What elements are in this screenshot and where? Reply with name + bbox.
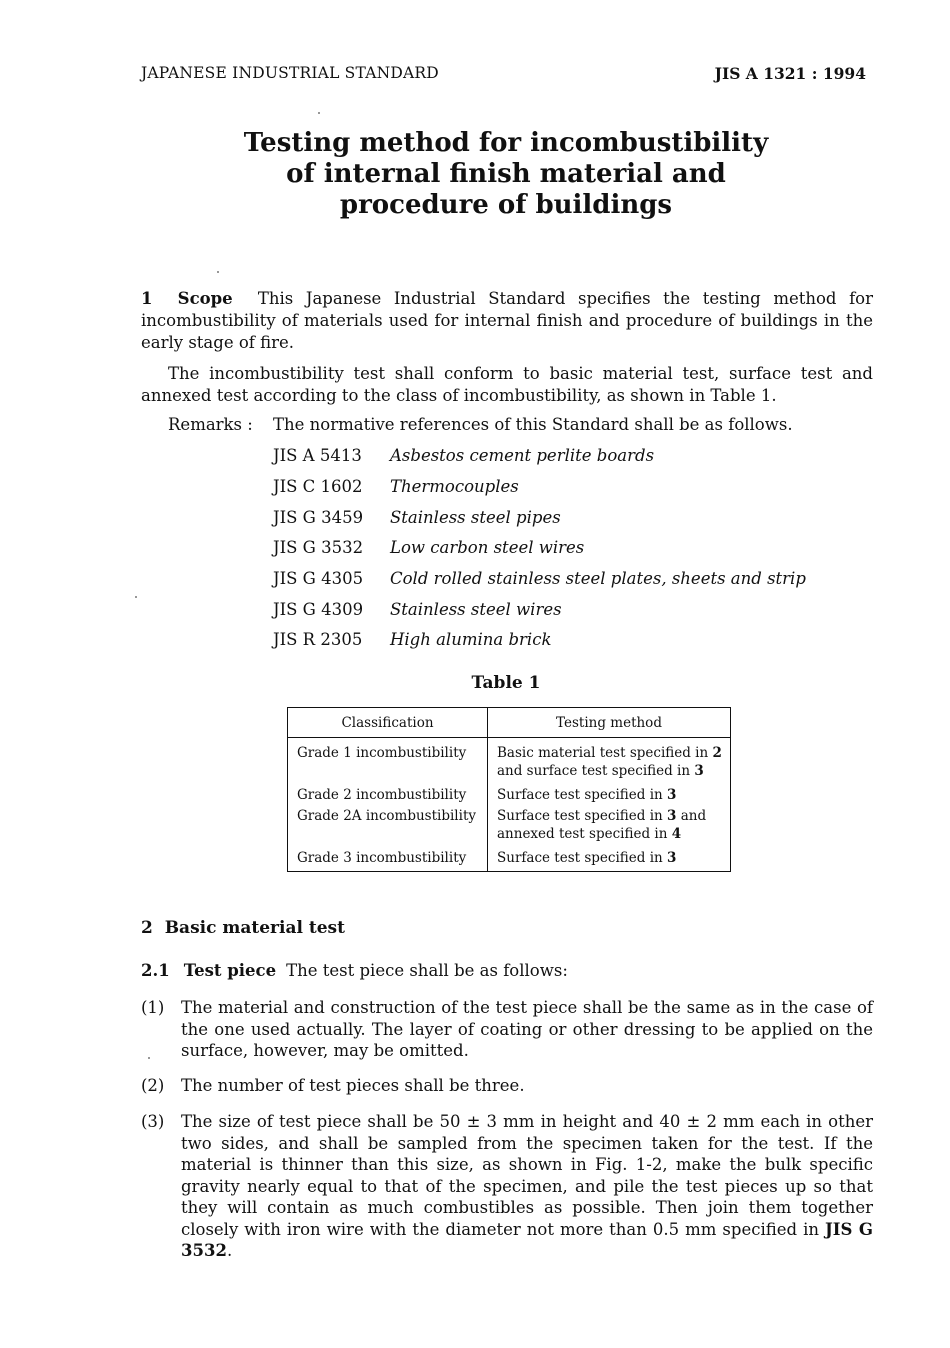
reference-title: Asbestos cement perlite boards xyxy=(390,446,655,465)
scan-speck xyxy=(318,112,320,114)
table-cell-method: Surface test specified in 3 and annexed test specified in 4 xyxy=(488,807,731,849)
reference-title: Low carbon steel wires xyxy=(390,538,585,557)
table-cell-method: Surface test specified in 3 xyxy=(488,786,731,807)
table-cell-classification: Grade 3 incombustibility xyxy=(288,849,488,872)
table-row xyxy=(288,807,731,849)
table-cell-classification: Grade 2A incombustibility xyxy=(288,807,488,849)
scope-heading: Scope xyxy=(177,289,233,308)
table-cell-method: Basic material test specified in 2 and surface test specified in 3 xyxy=(488,738,731,787)
table-cell-classification: Grade 2 incombustibility xyxy=(288,786,488,807)
header-standard-name: JAPANESE INDUSTRIAL STANDARD xyxy=(141,64,439,82)
list-marker: (3) xyxy=(141,1112,165,1131)
section-title: Basic material test xyxy=(164,918,345,938)
reference-code: JIS R 2305 xyxy=(273,630,363,649)
column-header-testing-method: Testing method xyxy=(488,708,731,738)
scan-speck xyxy=(148,1057,150,1059)
list-item-text: The material and construction of the test piece shall be the same as in the case of the one used actually. The layer of coating or other dressing to be applied on the surface, however, may be omitted. xyxy=(181,998,873,1060)
reference-title: High alumina brick xyxy=(390,630,552,649)
list-marker: (2) xyxy=(141,1076,165,1095)
subsection-text: The test piece shall be as follows: xyxy=(286,961,568,980)
title-line-2: of internal finish material and xyxy=(286,159,726,189)
table-row xyxy=(288,738,731,787)
section-heading xyxy=(141,918,345,938)
scope-text: This Japanese Industrial Standard specifies the testing method for incombustibility of materials used for internal finish and procedure of buildings in the early stage of fire. xyxy=(141,289,873,352)
remarks-label: Remarks : xyxy=(168,415,253,434)
document-title xyxy=(0,128,950,221)
title-line-3: procedure of buildings xyxy=(339,190,673,220)
reference-code: JIS G 3532 xyxy=(273,538,364,557)
table-cell-method: Surface test specified in 3 xyxy=(488,849,731,872)
reference-code: JIS G 3459 xyxy=(273,508,364,527)
table-row xyxy=(288,786,731,807)
list-item-text: The size of test piece shall be 50 ± 3 mm in height and 40 ± 2 mm each in other two sides, and shall be sampled from the specimen taken for the test. If the material is thinner than this size, as shown in Fig. 1-2, make the bulk specific gravity nearly equal to that of the specimen, and pile the test pieces up so that they will contain as much combustibles as possible. Then join them together closely with iron wire with the diameter not more than 0.5 mm specified in JIS G 3532. xyxy=(181,1112,873,1260)
subsection-number: 2.1 xyxy=(141,961,170,980)
reference-code: JIS A 5413 xyxy=(273,446,362,465)
scope-number: 1 xyxy=(141,289,153,308)
reference-title: Stainless steel pipes xyxy=(390,508,561,527)
table-cell-classification: Grade 1 incombustibility xyxy=(288,738,488,787)
table-row xyxy=(288,849,731,872)
subsection-title: Test piece xyxy=(183,961,277,980)
reference-code: JIS C 1602 xyxy=(273,477,363,496)
reference-code: JIS G 4309 xyxy=(273,600,364,619)
scan-speck xyxy=(217,271,219,273)
reference-title: Stainless steel wires xyxy=(390,600,562,619)
column-header-classification: Classification xyxy=(288,708,488,738)
reference-link-text: JIS G 3532 xyxy=(181,1219,873,1260)
section-number: 2 xyxy=(141,918,153,938)
scope-paragraph xyxy=(141,288,873,354)
title-line-1: Testing method for incombustibility xyxy=(243,128,769,158)
subsection-heading xyxy=(141,961,568,980)
list-marker: (1) xyxy=(141,998,165,1017)
table-header-row xyxy=(288,708,731,738)
scan-speck xyxy=(135,596,137,598)
reference-title: Cold rolled stainless steel plates, sheets and strip xyxy=(390,569,806,588)
classification-table xyxy=(287,707,731,872)
list-item-text: The number of test pieces shall be three. xyxy=(181,1076,525,1095)
table-caption: Table 1 xyxy=(471,673,541,693)
reference-title: Thermocouples xyxy=(390,477,519,496)
header-standard-number: JIS A 1321 : 1994 xyxy=(714,64,866,83)
remarks-text: The normative references of this Standard shall be as follows. xyxy=(273,415,793,434)
reference-code: JIS G 4305 xyxy=(273,569,364,588)
scope-paragraph-2: The incombustibility test shall conform to basic material test, surface test and annexed test according to the class of incombustibility, as shown in Table 1. xyxy=(141,364,873,405)
